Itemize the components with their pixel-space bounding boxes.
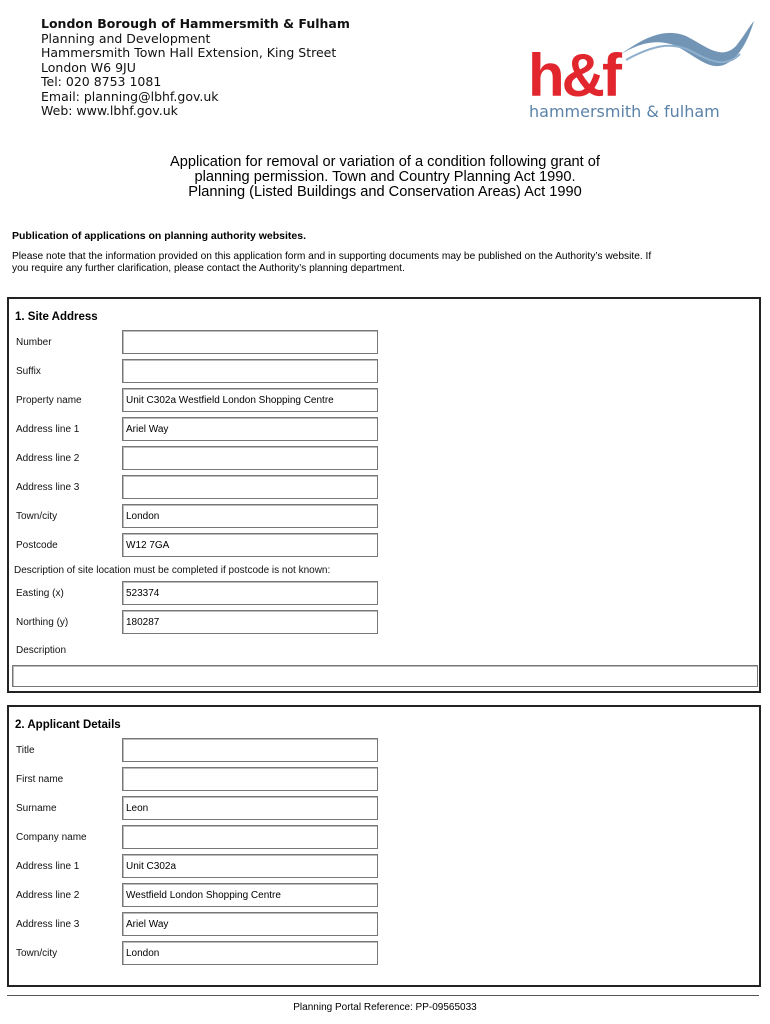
field-label: Address line 3 [16, 482, 80, 493]
applicant-address-line-2-field[interactable]: Westfield London Shopping Centre [122, 883, 378, 907]
field-label: Town/city [16, 948, 58, 959]
field-row [9, 854, 759, 880]
surname-field[interactable]: Leon [122, 796, 378, 820]
field-row [9, 417, 759, 443]
organisation-name: London Borough of Hammersmith & Fulham [41, 16, 350, 31]
field-row [9, 330, 759, 356]
field-label: Address line 2 [16, 890, 80, 901]
description-label: Description [16, 645, 67, 656]
easting-field[interactable]: 523374 [122, 581, 378, 605]
email: Email: planning@lbhf.gov.uk [41, 88, 219, 104]
field-label: Address line 2 [16, 453, 80, 464]
field-label: Town/city [16, 511, 58, 522]
field-row [9, 796, 759, 822]
field-row [9, 388, 759, 414]
council-address-block [41, 17, 350, 119]
title-field[interactable] [122, 738, 378, 762]
footer-divider [7, 995, 759, 996]
field-label: Company name [16, 832, 87, 843]
field-label: Postcode [16, 540, 58, 551]
publication-note-line-2: you require any further clarification, please contact the Authority’s planning department. [12, 262, 405, 274]
applicant-address-line-1-field[interactable]: Unit C302a [122, 854, 378, 878]
field-row [9, 825, 759, 851]
number-field[interactable] [122, 330, 378, 354]
town-city-field[interactable]: London [122, 504, 378, 528]
company-name-field[interactable] [122, 825, 378, 849]
address-line-3-field[interactable] [122, 475, 378, 499]
applicant-town-city-field[interactable]: London [122, 941, 378, 965]
field-row [9, 912, 759, 938]
telephone: Tel: 020 8753 1081 [41, 74, 162, 89]
field-label: Address line 1 [16, 424, 80, 435]
publication-note-line-1: Please note that the information provided on this application form and in supporting documents may be published on the Authority’s website. If [12, 251, 652, 262]
field-label: Northing (y) [16, 617, 69, 628]
form-title-line-1: Application for removal or variation of a condition following grant of [170, 154, 600, 170]
field-row [9, 738, 759, 764]
city-postcode: London W6 9JU [41, 59, 136, 75]
portal-reference: Planning Portal Reference: PP-09565033 [293, 1002, 477, 1013]
location-note: Description of site location must be completed if postcode is not known: [14, 565, 331, 576]
field-label: Surname [16, 803, 57, 814]
logo-mark: h&f [528, 42, 619, 109]
northing-field[interactable]: 180287 [122, 610, 378, 634]
field-row [9, 475, 759, 501]
field-label: Easting (x) [16, 588, 64, 599]
department-name: Planning and Development [41, 30, 211, 46]
property-name-field[interactable]: Unit C302a Westfield London Shopping Centre [122, 388, 378, 412]
field-label: First name [16, 774, 64, 785]
field-label: Property name [16, 395, 82, 406]
postcode-field[interactable]: W12 7GA [122, 533, 378, 557]
field-row [9, 446, 759, 472]
section-title: 1. Site Address [15, 311, 98, 323]
form-title-line-3: Planning (Listed Buildings and Conservation Areas) Act 1990 [188, 184, 582, 200]
form-title-line-2: planning permission. Town and Country Planning Act 1990. [194, 169, 576, 185]
hf-logo [526, 16, 756, 124]
site-address-section [7, 297, 761, 693]
publication-note [12, 251, 757, 274]
field-row [9, 883, 759, 909]
field-label: Suffix [16, 366, 41, 377]
field-row [9, 941, 759, 967]
field-row [9, 767, 759, 793]
applicant-details-section [7, 705, 761, 987]
section-title: 2. Applicant Details [15, 719, 121, 731]
applicant-address-line-3-field[interactable]: Ariel Way [122, 912, 378, 936]
address-line-2-field[interactable] [122, 446, 378, 470]
logo-wordmark: hammersmith & fulham [529, 102, 720, 121]
field-row [9, 359, 759, 385]
field-row [9, 581, 759, 607]
field-label: Number [16, 337, 52, 348]
publication-heading: Publication of applications on planning authority websites. [12, 230, 307, 242]
suffix-field[interactable] [122, 359, 378, 383]
field-label: Title [16, 745, 35, 756]
field-row [9, 504, 759, 530]
website: Web: www.lbhf.gov.uk [41, 103, 178, 118]
field-row [9, 610, 759, 636]
description-field[interactable] [12, 665, 758, 687]
form-title [0, 155, 770, 200]
first-name-field[interactable] [122, 767, 378, 791]
address-line: Hammersmith Town Hall Extension, King Street [41, 45, 337, 60]
field-row [9, 533, 759, 559]
field-label: Address line 3 [16, 919, 80, 930]
field-label: Address line 1 [16, 861, 80, 872]
address-line-1-field[interactable]: Ariel Way [122, 417, 378, 441]
